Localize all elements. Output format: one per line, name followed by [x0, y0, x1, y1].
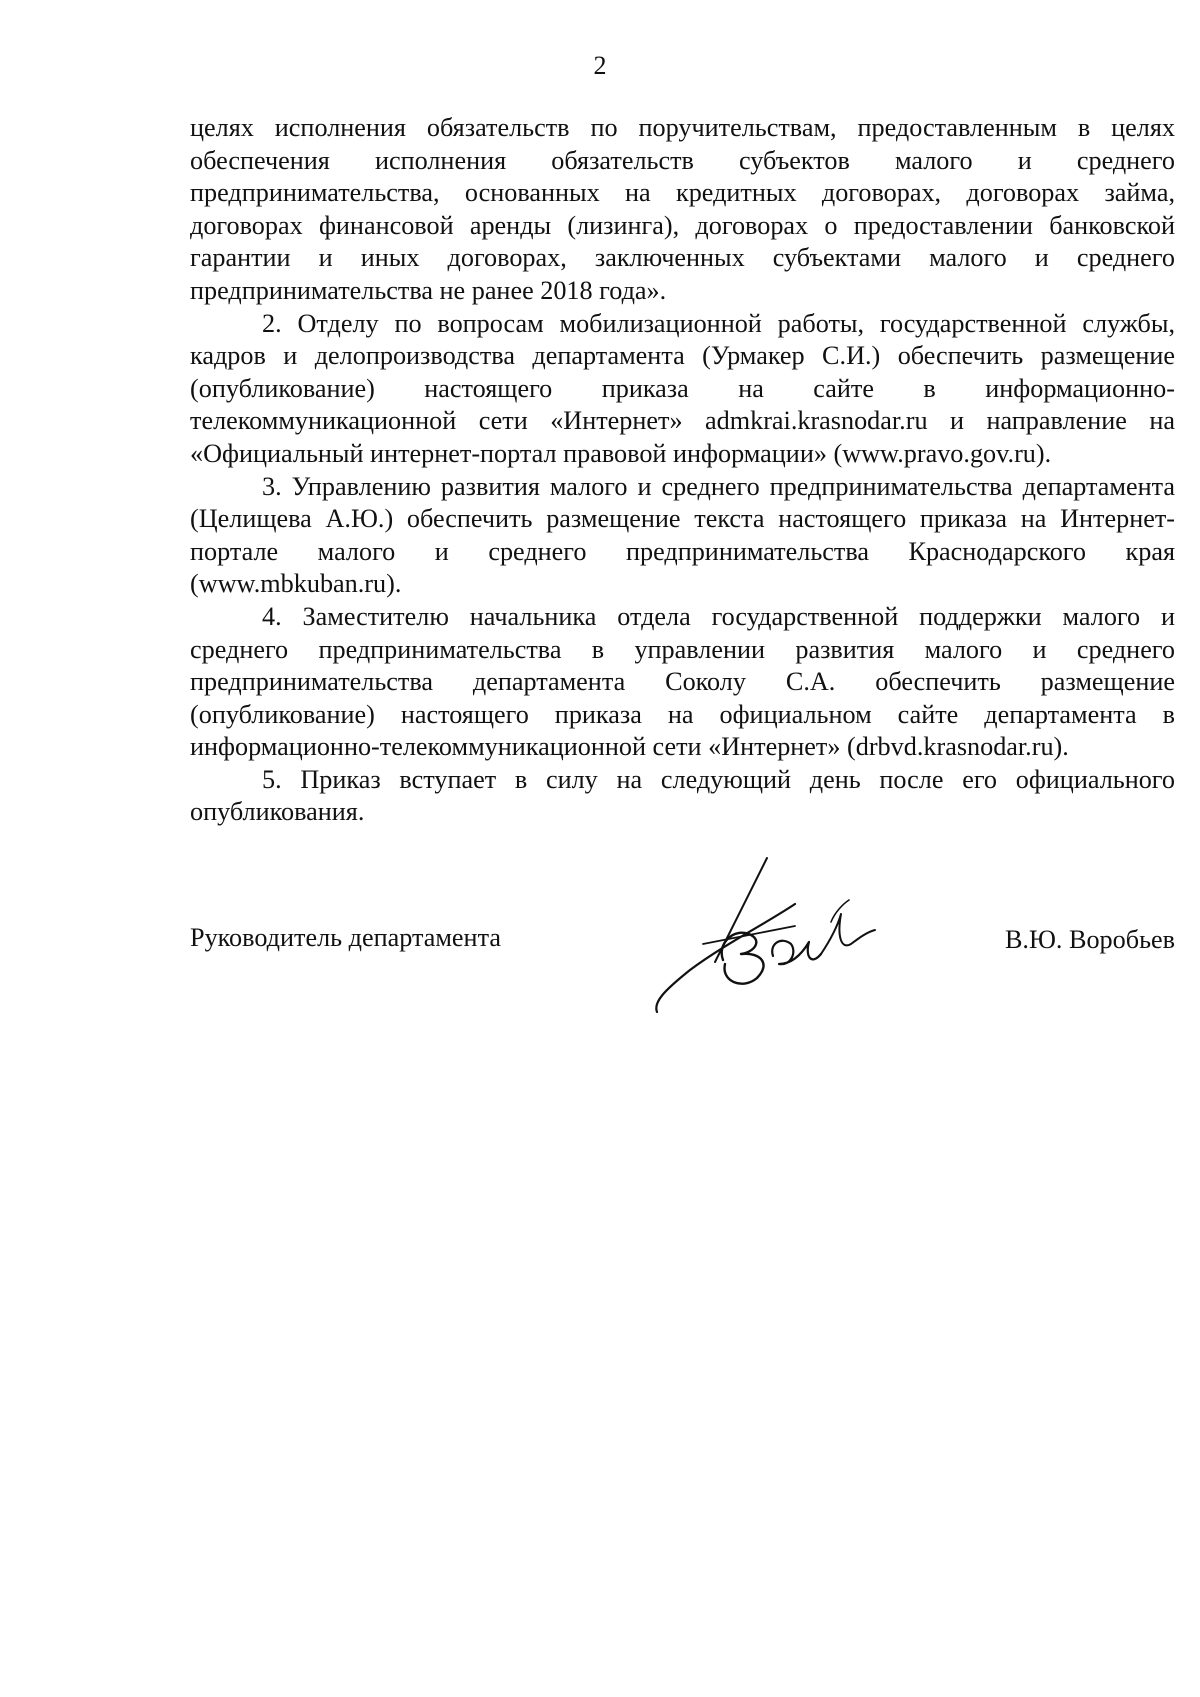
page-number: 2: [593, 51, 607, 80]
document-body: [190, 112, 1175, 829]
signer-position: Руководитель департамента: [190, 923, 501, 952]
paragraph-item-4: 4. Заместителю начальника отдела государственной поддержки малого и среднего предпринимательства в управлении развития малого и среднего предпринимательства департамента Соколу С.А. обеспечить размещение (опубликование) настоящего приказа на официальном сайте департамента в информационно-телекоммуникационной сети «Интернет» (drbvd.krasnodar.ru).: [190, 601, 1175, 762]
paragraph-item-3: 3. Управлению развития малого и среднего предпринимательства департамента (Целищева А.Ю.) обеспечить размещение текста настоящего приказа на Интернет-портале малого и среднего предпринимательства Краснодарского края (www.mbkuban.ru).: [190, 471, 1175, 599]
paragraph-continuation: целях исполнения обязательств по поручительствам, предоставленным в целях обеспечения исполнения обязательств субъектов малого и среднего предпринимательства, основанных на кредитных договорах, договорах займа, договорах финансовой аренды (лизинга), договорах о предоставлении банковской гарантии и иных договорах, заключенных субъектами малого и среднего предпринимательства не ранее 2018 года».: [190, 113, 1175, 305]
paragraph-item-2: 2. Отделу по вопросам мобилизационной работы, государственной службы, кадров и делопроизводства департамента (Урмакер С.И.) обеспечить размещение (опубликование) настоящего приказа на сайте в информационно-телекоммуникационной сети «Интернет» admkrai.krasnodar.ru и направление на «Официальный интернет-портал правовой информации» (www.pravo.gov.ru).: [190, 308, 1175, 468]
handwritten-signature: [645, 852, 885, 1022]
signer-name: В.Ю. Воробьев: [1004, 925, 1175, 954]
paragraph-item-5: 5. Приказ вступает в силу на следующий день после его официального опубликования.: [190, 764, 1175, 827]
